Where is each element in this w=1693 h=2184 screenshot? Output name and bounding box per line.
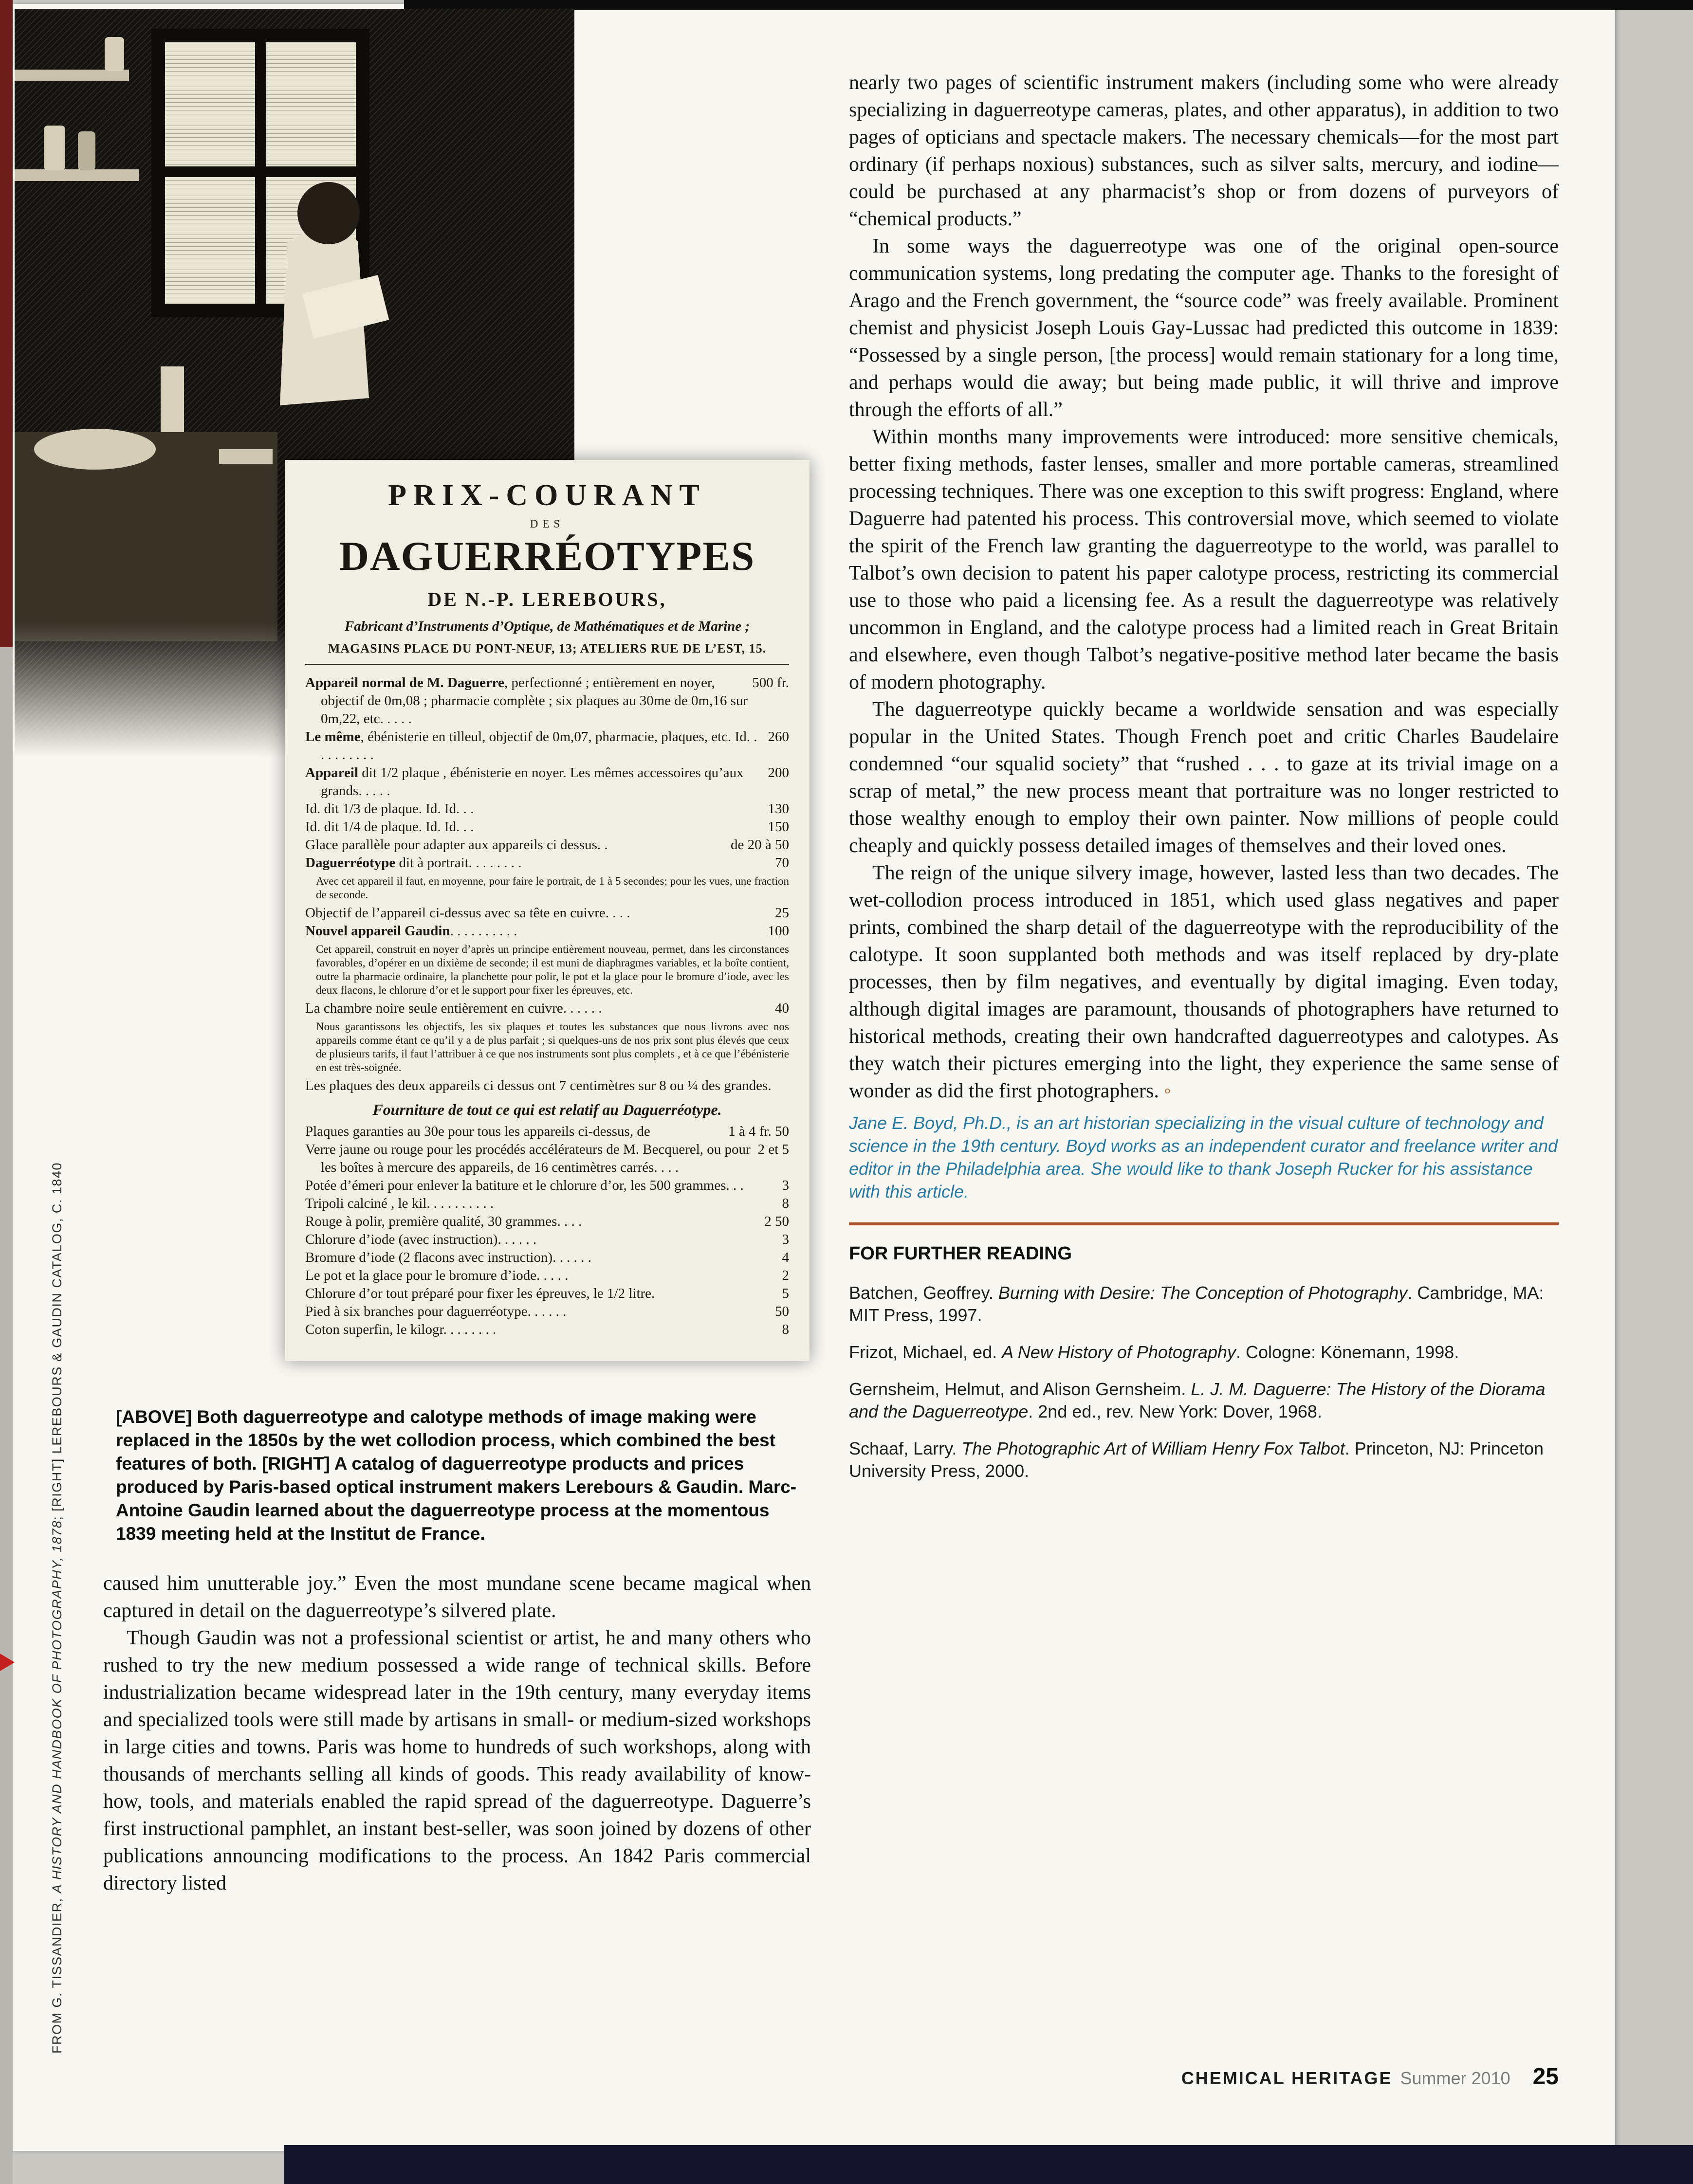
- catalog-line: [305, 1303, 789, 1321]
- catalog-line-lead: Appareil: [305, 765, 359, 781]
- catalog-line-price: 4: [782, 1250, 789, 1265]
- reference-publisher: . Cambridge, MA: MIT Press, 1997.: [849, 1283, 1544, 1325]
- page-number: 25: [1532, 2064, 1559, 2090]
- catalog-line-text: Rouge à polir, première qualité, 30 grammes. . . .: [305, 1214, 582, 1229]
- catalog-line-price: 1 à 4 fr. 50: [728, 1124, 789, 1139]
- catalog-line-price: 3: [782, 1232, 789, 1247]
- reference-entry: [849, 1282, 1559, 1327]
- catalog-line: [305, 1000, 789, 1018]
- reference-entry: [849, 1378, 1559, 1423]
- catalog-line-price: 50: [775, 1304, 789, 1319]
- catalog-line-text: Chlorure d’iode (avec instruction). . . . . .: [305, 1232, 537, 1247]
- issue-label: Summer 2010: [1400, 2068, 1510, 2088]
- further-reading-heading: FOR FURTHER READING: [849, 1243, 1072, 1264]
- reference-title: Burning with Desire: The Conception of Photography: [998, 1283, 1408, 1303]
- catalog-line: [305, 1195, 789, 1213]
- catalog-line: [305, 818, 789, 836]
- catalog-line-price: 8: [782, 1196, 789, 1211]
- paragraph-text: nearly two pages of scientific instrument makers (including some who were already specializing in daguerreotype cameras, plates, and other apparatus), in addition to two pages of opticians and spectacle makers. The necessary chemicals—for the most part ordinary (if perhaps noxious) substances, such as silver salts, mercury, and iodine—could be purchased at any pharmacist’s shop or from dozens of purveyors of “chemical products.”: [849, 72, 1559, 230]
- catalog-line: [305, 800, 789, 818]
- catalog-line: [305, 674, 789, 728]
- catalog-line-price: 500 fr.: [752, 675, 789, 691]
- catalog-line-lead: Le même: [305, 729, 361, 745]
- catalog-line: [305, 1141, 789, 1177]
- catalog-line: [305, 1020, 789, 1074]
- catalog-line-text: Les plaques des deux appareils ci dessus ont 7 centimètres sur 8 ou ¼ des grandes.: [305, 1078, 772, 1093]
- reference-authors: Frizot, Michael, ed.: [849, 1342, 1002, 1362]
- photo-credit-vertical: [50, 1148, 65, 2054]
- credit-italic-title: A HISTORY AND HANDBOOK OF PHOTOGRAPHY, 1878: [50, 1520, 64, 1893]
- reference-title: The Photographic Art of William Henry Fox Talbot: [961, 1438, 1345, 1458]
- magazine-name: CHEMICAL HERITAGE: [1181, 2068, 1393, 2088]
- catalog-line-text: , ébénisterie en tilleul, objectif de 0m,07, pharmacie, plaques, etc. Id. . . . . . . . . .: [321, 729, 757, 763]
- catalog-line-text: Tripoli calciné , le kil. . . . . . . . . .: [305, 1196, 494, 1211]
- body-paragraph: [849, 233, 1559, 423]
- catalog-line: [305, 1231, 789, 1249]
- catalog-title-daguerreotypes: DAGUERRÉOTYPES: [339, 533, 755, 579]
- catalog-line-text: Bromure d’iode (2 flacons avec instruction). . . . . .: [305, 1250, 591, 1265]
- paragraph-text: Within months many improvements were introduced: more sensitive chemicals, better fixing methods, faster lenses, smaller and more portable cameras, streamlined processing techniques. There was one exception to this swift progress: England, where Daguerre had patented his process. This controversial move, which seemed to violate the spirit of the French law granting the daguerreotype to the world, was parallel to Talbot’s own decision to patent his paper calotype process, restricting its commercial use to those who paid a licensing fee. As a result the daguerreotype was relatively uncommon in England, and the calotype process had a limited reach in Great Britain and elsewhere, even though Talbot’s negative-positive method later became the basis of modern photography.: [849, 426, 1559, 693]
- catalog-line-price: 2: [782, 1268, 789, 1283]
- paragraph-text: Though Gaudin was not a professional scientist or artist, he and many others who rushed to try the new medium possessed a wide range of technical skills. Before industrialization became widespread later in the 19th century, many everyday items and specialized tools were still made by artisans in small- or medium-sized workshops in large cities and towns. Paris was home to hundreds of such workshops, along with thousands of merchants selling all kinds of goods. This ready availability of know-how, tools, and materials enabled the rapid spread of the daguerreotype. Daguerre’s first instructional pamphlet, an instant best-seller, was soon joined by dozens of other publications announcing modifications to the process. An 1842 Paris commercial directory listed: [103, 1627, 811, 1894]
- catalog-line: [305, 854, 789, 872]
- catalog-line-text: Chlorure d’or tout préparé pour fixer les épreuves, le 1/2 litre.: [305, 1286, 655, 1301]
- catalog-line-lead: Nouvel appareil Gaudin: [305, 923, 450, 939]
- catalog-line-price: 100: [768, 923, 789, 939]
- catalog-title-lerebours: DE N.-P. LEREBOURS,: [427, 588, 667, 610]
- spine-gray-strip: [0, 647, 13, 2184]
- spine-red-strip: [0, 0, 13, 647]
- catalog-line: [305, 904, 789, 922]
- catalog-line: [305, 943, 789, 997]
- catalog-line-text: Id. dit 1/4 de plaque. Id. Id. . .: [305, 819, 474, 835]
- catalog-line-text: , perfectionné ; entièrement en noyer, objectif de 0m,08 ; pharmacie complète ; six plaques au 30me de 0m,16 sur 0m,22, etc. . . . .: [321, 675, 748, 727]
- reference-title: L. J. M. Daguerre: The History of the Diorama and the Daguerreotype: [849, 1379, 1546, 1421]
- catalog-line: [305, 1321, 789, 1339]
- catalog-line-text: Pied à six branches pour daguerréotype. . . . . .: [305, 1304, 567, 1319]
- paragraph-text: The daguerreotype quickly became a worldwide sensation and was especially popular in the United States. Though French poet and critic Charles Baudelaire condemned “our squalid society” that “rushed . . . to gaze at its trivial image on a scrap of metal,” the new process meant that portraiture was no longer restricted to those wealthy enough to employ their own painter. Now millions of people could cheaply and quickly possess detailed images of themselves and their loved ones.: [849, 698, 1559, 857]
- credit-pre: FROM G. TISSANDIER,: [50, 1893, 64, 2054]
- catalog-line-text: Verre jaune ou rouge pour les procédés accélérateurs de M. Becquerel, ou pour les boîtes à mercure des appareils, de 16 centimètres carrés. . . .: [305, 1142, 751, 1175]
- catalog-line: [305, 836, 789, 854]
- catalog-line: [305, 764, 789, 800]
- right-column: [849, 69, 1559, 1482]
- catalog-line: [305, 874, 789, 902]
- catalog-address-line: MAGASINS PLACE DU PONT-NEUF, 13; ATELIERS RUE DE L’EST, 15.: [305, 641, 789, 665]
- reference-title: A New History of Photography: [1002, 1342, 1236, 1362]
- paragraph-text: In some ways the daguerreotype was one of the original open-source communication systems, long predating the computer age. Thanks to the foresight of Arago and the French government, the “source code” was freely available. Prominent chemist and physicist Joseph Louis Gay-Lussac had predicted this outcome in 1839: “Possessed by a single person, [the process] would remain stationary for a long time, and perhaps would die away; but being made public, it will thrive and improve through the efforts of all.”: [849, 235, 1559, 421]
- catalog-line-price: 5: [782, 1286, 789, 1301]
- catalog-line: [305, 1267, 789, 1285]
- reference-authors: Batchen, Geoffrey.: [849, 1283, 998, 1303]
- catalog-lines: [305, 674, 789, 1339]
- catalog-title-des: DES: [530, 518, 565, 530]
- catalog-line-text: dit à portrait. . . . . . . .: [395, 855, 522, 871]
- catalog-line-price: 2 50: [764, 1214, 789, 1229]
- catalog-line-price: 25: [775, 905, 789, 921]
- catalog-line-lead: Daguerréotype: [305, 855, 396, 871]
- paragraph-text: The reign of the unique silvery image, however, lasted less than two decades. The wet-collodion process introduced in 1851, which used glass negatives and paper prints, combined the sharp detail of the daguerreotype with the reproducibility of the calotype. It soon supplanted both methods and was itself replaced by dry-plate processes, then by film negatives, and eventually by digital imaging. Even today, although digital images are paramount, thousands of photographers have returned to historical methods, creating their own handcrafted daguerreotypes and calotypes. As they watch their pictures emerging into the light, they experience the same sense of wonder as did the first photographers.: [849, 862, 1559, 1102]
- body-paragraph: [849, 859, 1559, 1105]
- section-divider-rule: [849, 1222, 1559, 1225]
- right-column-text: [849, 69, 1559, 1105]
- reference-entry: [849, 1341, 1559, 1364]
- catalog-line-price: 40: [775, 1001, 789, 1016]
- catalog-line-price: 8: [782, 1322, 789, 1337]
- end-ornament-icon: ◦: [1163, 1080, 1171, 1102]
- catalog-line: [305, 1285, 789, 1303]
- catalog-line-text: Objectif de l’appareil ci-dessus avec sa tête en cuivre. . . .: [305, 905, 630, 921]
- image-caption: [ABOVE] Both daguerreotype and calotype methods of image making were replaced in the 1850s by the wet collodion process, which combined the best features of both. [RIGHT] A catalog of daguerreotype products and prices produced by Paris-based optical instrument makers Lerebours & Gaudin. Marc-Antoine Gaudin learned about the daguerreotype process at the momentous 1839 meeting held at the Institut de France.: [116, 1407, 797, 1544]
- further-reading-list: [849, 1282, 1559, 1482]
- catalog-line-text: dit 1/2 plaque , ébénisterie en noyer. Les mêmes accessoires qu’aux grands. . . . .: [321, 765, 744, 799]
- catalog-line-price: 260: [768, 729, 789, 745]
- catalog-line-lead: Appareil normal de M. Daguerre: [305, 675, 504, 691]
- catalog-line: [305, 1213, 789, 1231]
- body-paragraph: [849, 696, 1559, 859]
- catalog-line-price: de 20 à 50: [731, 837, 789, 853]
- catalog-line-text: Nous garantissons les objectifs, les six plaques et toutes les substances que nous livrons avec nos appareils comme étant ce qu’il y a de plus parfait ; si quelques-uns de nos prix sont plus élevés que ceux de plusieurs tarifs, il faut l’attribuer à ce que nos instruments sont plus complets , et à ce que l’ébénisterie en est très-soignée.: [316, 1020, 789, 1074]
- catalog-line-text: Fourniture de tout ce qui est relatif au Daguerréotype.: [372, 1101, 722, 1118]
- catalog-title: PRIX-COURANT: [388, 479, 706, 512]
- catalog-line: [305, 1177, 789, 1195]
- catalog-line-text: La chambre noire seule entièrement en cuivre. . . . . .: [305, 1001, 602, 1016]
- catalog-line-text: Id. dit 1/3 de plaque. Id. Id. . .: [305, 801, 474, 817]
- catalog-line: [305, 728, 789, 764]
- catalog-line-text: Glace parallèle pour adapter aux appareils ci dessus. .: [305, 837, 608, 853]
- top-edge-bar: [404, 0, 1693, 10]
- catalog-line: [305, 1095, 789, 1123]
- reference-authors: Schaaf, Larry.: [849, 1438, 962, 1458]
- catalog-line-price: 130: [768, 801, 789, 817]
- reference-publisher: . 2nd ed., rev. New York: Dover, 1968.: [1028, 1401, 1322, 1421]
- catalog-line-text: Potée d’émeri pour enlever la batiture et le chlorure d’or, les 500 grammes. . .: [305, 1178, 744, 1193]
- reference-publisher: . Princeton, NJ: Princeton University Press, 2000.: [849, 1438, 1544, 1481]
- catalog-maker-line: Fabricant d’Instruments d’Optique, de Mathématiques et de Marine ;: [344, 619, 750, 634]
- reference-publisher: . Cologne: Könemann, 1998.: [1236, 1342, 1459, 1362]
- body-paragraph: [103, 1624, 811, 1897]
- catalog-line-text: Le pot et la glace pour le bromure d’iode. . . . .: [305, 1268, 569, 1283]
- author-bio: Jane E. Boyd, Ph.D., is an art historian specializing in the visual culture of technology and science in the 19th century. Boyd works as an independent curator and freelance writer and editor in the Philadelphia area. She would like to thank Joseph Rucker for his assistance with this article.: [849, 1113, 1558, 1201]
- catalog-line-price: 3: [782, 1178, 789, 1193]
- catalog-line-text: Cet appareil, construit en noyer d’après un principe entièrement nouveau, permet, dans les circonstances favorables, d’opérer en un dixième de seconde; il est muni de diaphragmes variables, et la boîte contient, outre la pharmacie ordinaire, la planchette pour polir, le pot et la glace pour le bromure d’iode, avec les deux flacons, le chlorure d’or et le support pour fixer les épreuves, etc.: [316, 943, 789, 996]
- catalog-line-price: 2 et 5: [757, 1142, 789, 1157]
- catalog-price-list: [285, 460, 810, 1361]
- catalog-line-price: 150: [768, 819, 789, 835]
- reference-authors: Gernsheim, Helmut, and Alison Gernsheim.: [849, 1379, 1191, 1399]
- catalog-line-text: Plaques garanties au 30e pour tous les appareils ci-dessus, de: [305, 1124, 650, 1139]
- reference-entry: [849, 1438, 1559, 1482]
- catalog-line-text: Avec cet appareil il faut, en moyenne, pour faire le portrait, de 1 à 5 secondes; pour les vues, une fraction de seconde.: [316, 875, 789, 901]
- catalog-line-text: . . . . . . . . . .: [450, 923, 517, 939]
- left-column: [103, 1570, 811, 1897]
- catalog-line-price: 200: [768, 765, 789, 781]
- catalog-line: [305, 1123, 789, 1141]
- bottom-edge-bar: [284, 2145, 1693, 2184]
- body-paragraph: [103, 1570, 811, 1624]
- paragraph-text: caused him unutterable joy.” Even the most mundane scene became magical when captured in detail on the daguerreotype’s silvered plate.: [103, 1572, 811, 1622]
- catalog-line: [305, 1249, 789, 1267]
- credit-post: ; [RIGHT] LEREBOURS & GAUDIN CATALOG, C. 1840: [50, 1162, 64, 1520]
- catalog-line-text: Coton superfin, le kilogr. . . . . . . .: [305, 1322, 497, 1337]
- catalog-line-price: 70: [775, 855, 789, 871]
- catalog-line: [305, 1077, 789, 1095]
- body-paragraph: [849, 69, 1559, 233]
- catalog-line: [305, 922, 789, 940]
- page-footer: [849, 2063, 1559, 2090]
- body-paragraph: [849, 423, 1559, 696]
